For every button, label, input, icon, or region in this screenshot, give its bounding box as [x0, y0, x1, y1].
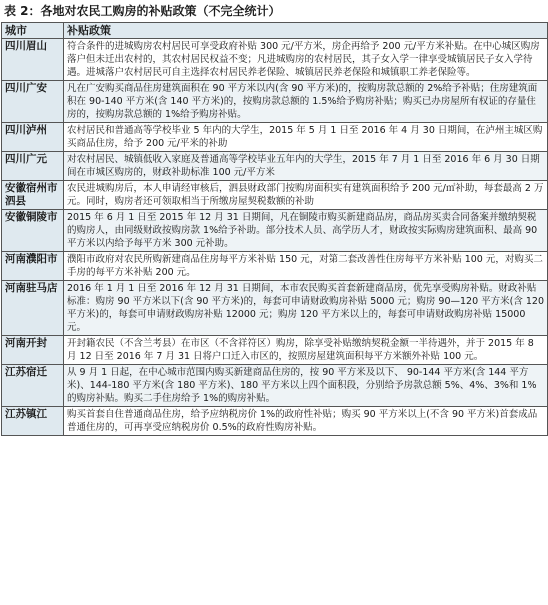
- header-city: 城市: [2, 23, 64, 39]
- city-cell: 四川眉山: [2, 39, 64, 81]
- policy-cell: 2016 年 1 月 1 日至 2016 年 12 月 31 日期间，本市农民购买首套新建商品房，优先享受购房补贴。财政补贴标准：购房 90 平方米以下(含 90 平方米)的，每套可申请财政购房补贴 5000 元；购房 90—120 平方米(含 120 平方米)的，每套可申请财政购房补贴 12000 元；购房 120 平方米以上的，每套可申请财政购房补贴 15000 元。: [64, 281, 548, 336]
- city-cell: 安徽宿州市泗县: [2, 181, 64, 210]
- subsidy-policy-table: [1, 22, 548, 436]
- table-row: [2, 252, 548, 281]
- table-row: [2, 123, 548, 152]
- city-cell: 河南濮阳市: [2, 252, 64, 281]
- policy-cell: 符合条件的进城购房农村居民可享受政府补贴 300 元/平方米，房企再给予 200 元/平方米补贴。在中心城区购房落户但未迁出农村的，其农村居民权益不变；凡进城购房的农村居民，其子女入学一律享受城镇居民子女入学待遇。进城落户农村居民可自主选择农村居民养老保险、城镇居民养老保险和城镇职工养老保险等。: [64, 39, 548, 81]
- policy-cell: 凡在广安购买商品住房建筑面积在 90 平方米以内(含 90 平方米)的，按购房款总额的 2%给予补贴；住房建筑面积在 90-140 平方米(含 140 平方米)的，按购房款总额的 1.5%给予购房补贴；购买已办房屋所有权证的存量住房的，按购房款总额的 1%给予购房补贴。: [64, 81, 548, 123]
- city-cell: 江苏镇江: [2, 407, 64, 436]
- city-cell: 河南驻马店: [2, 281, 64, 336]
- policy-cell: 购买首套自住普通商品住房，给予应纳税房价 1%的政府性补贴；购买 90 平方米以上(不含 90 平方米)首套成品普通住房的，可再享受应纳税房价 0.5%的政府性购房补贴。: [64, 407, 548, 436]
- header-policy: 补贴政策: [64, 23, 548, 39]
- table-row: [2, 365, 548, 407]
- table-row: [2, 407, 548, 436]
- policy-cell: 从 9 月 1 日起，在中心城市范围内购买新建商品住房的，按 90 平方米及以下、 90-144 平方米(含 144 平方米)、144-180 平方米(含 180 平方米)、180 平方米以上四个面积段，分别给予房款总额 5%、4%、3%和 1%的购房补贴。购买二手住房给予 1%的购房补贴。: [64, 365, 548, 407]
- table-title: 表 2：各地对农民工购房的补贴政策（不完全统计）: [4, 4, 281, 18]
- policy-cell: 对农村居民、城镇低收入家庭及普通高等学校毕业五年内的大学生，2015 年 7 月 1 日至 2016 年 6 月 30 日期间在市城区购房的，财政补助标准 100 元/平方米: [64, 152, 548, 181]
- table-header-row: [2, 23, 548, 39]
- city-cell: 河南开封: [2, 336, 64, 365]
- policy-cell: 2015 年 6 月 1 日至 2015 年 12 月 31 日期间，凡在铜陵市购买新建商品房，商品房买卖合同备案并缴纳契税的购房人，由同级财政按购房款 1%给予补助。部分技术人员、高学历人才，财政按实际购房建筑面积、最高 90 平方米以内给予每平方米 300 元补助。: [64, 210, 548, 252]
- table-row: [2, 152, 548, 181]
- table-row: [2, 81, 548, 123]
- city-cell: 江苏宿迁: [2, 365, 64, 407]
- table-row: [2, 39, 548, 81]
- table-row: [2, 181, 548, 210]
- policy-cell: 濮阳市政府对农民所购新建商品住房每平方米补贴 150 元，对第二套改善性住房每平方米补贴 100 元，对购买二手房的每平方米补贴 200 元。: [64, 252, 548, 281]
- table-row: [2, 336, 548, 365]
- city-cell: 安徽铜陵市: [2, 210, 64, 252]
- table-row: [2, 281, 548, 336]
- policy-cell: 农民进城购房后，本人申请经审核后，泗县财政部门按购房面积实有建筑面积给予 200 元/㎡补助，每套最高 2 万元。同时，购房者还可领取相当于所缴房屋契税数额的补助: [64, 181, 548, 210]
- policy-cell: 农村居民和普通高等学校毕业 5 年内的大学生，2015 年 5 月 1 日至 2016 年 4 月 30 日期间，在泸州主城区购买商品住房，给予 200 元/平米的补助: [64, 123, 548, 152]
- city-cell: 四川广元: [2, 152, 64, 181]
- table-row: [2, 210, 548, 252]
- policy-cell: 开封籍农民（不含兰考县）在市区（不含祥符区）购房，除享受补贴缴纳契税金额一半待遇外，并于 2015 年 8 月 12 日至 2016 年 7 月 31 日将户口迁入市区的，按照房屋建筑面积每平方米额外补贴 100 元。: [64, 336, 548, 365]
- city-cell: 四川泸州: [2, 123, 64, 152]
- city-cell: 四川广安: [2, 81, 64, 123]
